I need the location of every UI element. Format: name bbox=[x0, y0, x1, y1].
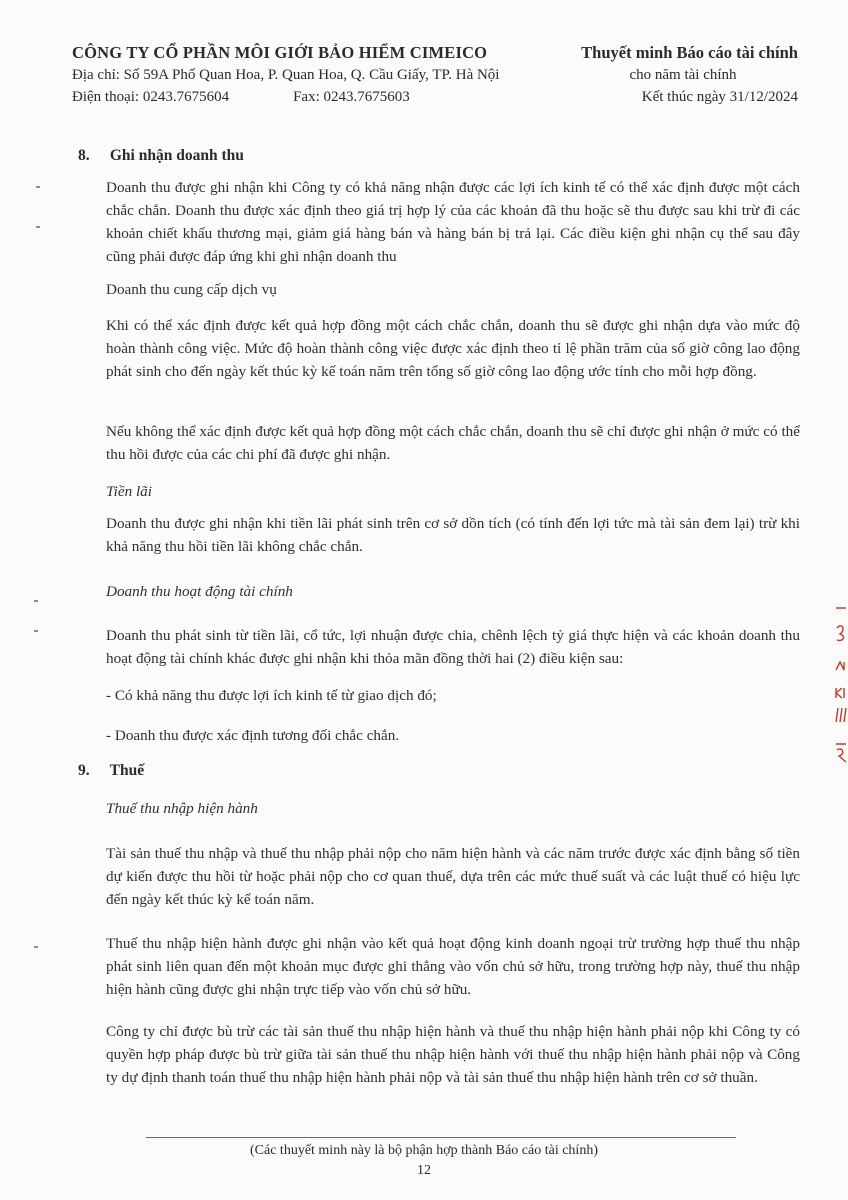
section-8-bullet-1: - Có khả năng thu được lợi ích kinh tế từ giao dịch đó; bbox=[106, 687, 437, 704]
margin-mark bbox=[36, 226, 40, 228]
report-period-line1: cho năm tài chính bbox=[629, 67, 737, 83]
footer-note: (Các thuyết minh này là bộ phận hợp thành Báo cáo tài chính) bbox=[250, 1143, 598, 1158]
page-number: 12 bbox=[417, 1163, 431, 1178]
section-8-paragraph-2: Khi có thể xác định được kết quả hợp đồng một cách chắc chắn, doanh thu sẽ được ghi nhận dựa vào mức độ hoàn thành công việc. Mức độ hoàn thành công việc được xác định theo tỉ lệ phần trăm của số giờ công lao động phát sinh cho đến ngày kết thúc kỳ kế toán năm trên tổng số giờ công lao động ước tính cho mỗi hợp đồng. bbox=[106, 317, 800, 380]
company-name: CÔNG TY CỔ PHẦN MÔI GIỚI BẢO HIỂM CIMEICO bbox=[72, 43, 488, 62]
contact-row bbox=[72, 86, 592, 108]
section-8-paragraph-1: Doanh thu được ghi nhận khi Công ty có khả năng nhận được các lợi ích kinh tế có thể xác định được một cách chắc chắn. Doanh thu được xác định theo giá trị hợp lý của các khoản đã thu hoặc sẽ thu được sau khi trừ đi các khoản chiết khấu thương mại, giảm giá hàng bán và hàng bán bị trả lại. Các điều kiện ghi nhận cụ thể sau đây cũng phải được đáp ứng khi ghi nhận doanh thu bbox=[106, 179, 800, 265]
section-9-title: Thuế bbox=[109, 762, 145, 779]
report-period-line2: Kết thúc ngày 31/12/2024 bbox=[641, 89, 798, 105]
footer-divider bbox=[146, 1137, 736, 1138]
section-8-subheading-services: Doanh thu cung cấp dịch vụ bbox=[106, 281, 277, 298]
section-9-paragraph-1: Tài sản thuế thu nhập và thuế thu nhập phải nộp cho năm hiện hành và các năm trước được xác định bằng số tiền dự kiến được thu hồi từ hoặc phải nộp cho cơ quan thuế, dựa trên các mức thuế suất và các luật thuế có hiệu lực đến ngày kết thúc kỳ kế toán năm. bbox=[106, 845, 800, 908]
margin-mark bbox=[36, 186, 40, 188]
margin-mark bbox=[34, 600, 38, 602]
section-9-heading bbox=[78, 762, 144, 780]
company-address: Địa chỉ: Số 59A Phố Quan Hoa, P. Quan Hoa, Q. Cầu Giấy, TP. Hà Nội bbox=[72, 67, 500, 83]
header-company-block bbox=[72, 42, 592, 108]
red-stamp-edge-icon bbox=[834, 600, 848, 770]
section-8-heading bbox=[78, 147, 244, 165]
report-title: Thuyết minh Báo cáo tài chính bbox=[581, 43, 798, 62]
section-8-paragraph-4: Doanh thu được ghi nhận khi tiền lãi phát sinh trên cơ sở dồn tích (có tính đến lợi tức mà tài sản đem lại) trừ khi khả năng thu hồi tiền lãi không chắc chắn. bbox=[106, 515, 800, 555]
section-9-number: 9. bbox=[78, 762, 90, 779]
section-8-subheading-interest: Tiền lãi bbox=[106, 483, 152, 500]
margin-mark bbox=[34, 946, 38, 948]
section-9-paragraph-2: Thuế thu nhập hiện hành được ghi nhận vào kết quả hoạt động kinh doanh ngoại trừ trường hợp thuế thu nhập phát sinh liên quan đến một khoản mục được ghi thẳng vào vốn chủ sở hữu, trong trường hợp này, thuế thu nhập hiện hành cũng được ghi nhận trực tiếp vào vốn chủ sở hữu. bbox=[106, 935, 800, 998]
company-fax: Fax: 0243.7675603 bbox=[293, 89, 410, 105]
section-8-paragraph-3: Nếu không thể xác định được kết quả hợp đồng một cách chắc chắn, doanh thu sẽ chỉ được ghi nhận ở mức có thể thu hồi được của các chi phí đã được ghi nhận. bbox=[106, 423, 800, 463]
company-phone: Điện thoại: 0243.7675604 bbox=[72, 89, 230, 105]
section-9-subheading-current-tax: Thuế thu nhập hiện hành bbox=[106, 800, 258, 817]
section-8-bullet-2: - Doanh thu được xác định tương đối chắc chắn. bbox=[106, 727, 400, 744]
section-8-title: Ghi nhận doanh thu bbox=[109, 147, 244, 164]
section-9-paragraph-3: Công ty chỉ được bù trừ các tài sản thuế thu nhập hiện hành và thuế thu nhập hiện hành phải nộp khi Công ty có quyền hợp pháp được bù trừ giữa tài sản thuế thu nhập hiện hành với thuế thu nhập hiện hành phải nộp và Công ty dự định thanh toán thuế thu nhập hiện hành phải nộp và tài sản thuế thu nhập hiện hành trên cơ sở thuần. bbox=[106, 1023, 800, 1086]
margin-mark bbox=[34, 630, 38, 632]
header-report-block bbox=[538, 42, 798, 108]
section-8-paragraph-5: Doanh thu phát sinh từ tiền lãi, cổ tức, lợi nhuận được chia, chênh lệch tỷ giá thực hiện và các khoản doanh thu hoạt động tài chính khác được ghi nhận khi thỏa mãn đồng thời hai (2) điều kiện sau: bbox=[106, 627, 800, 667]
section-8-subheading-financial: Doanh thu hoạt động tài chính bbox=[106, 583, 293, 600]
section-8-number: 8. bbox=[78, 147, 90, 164]
